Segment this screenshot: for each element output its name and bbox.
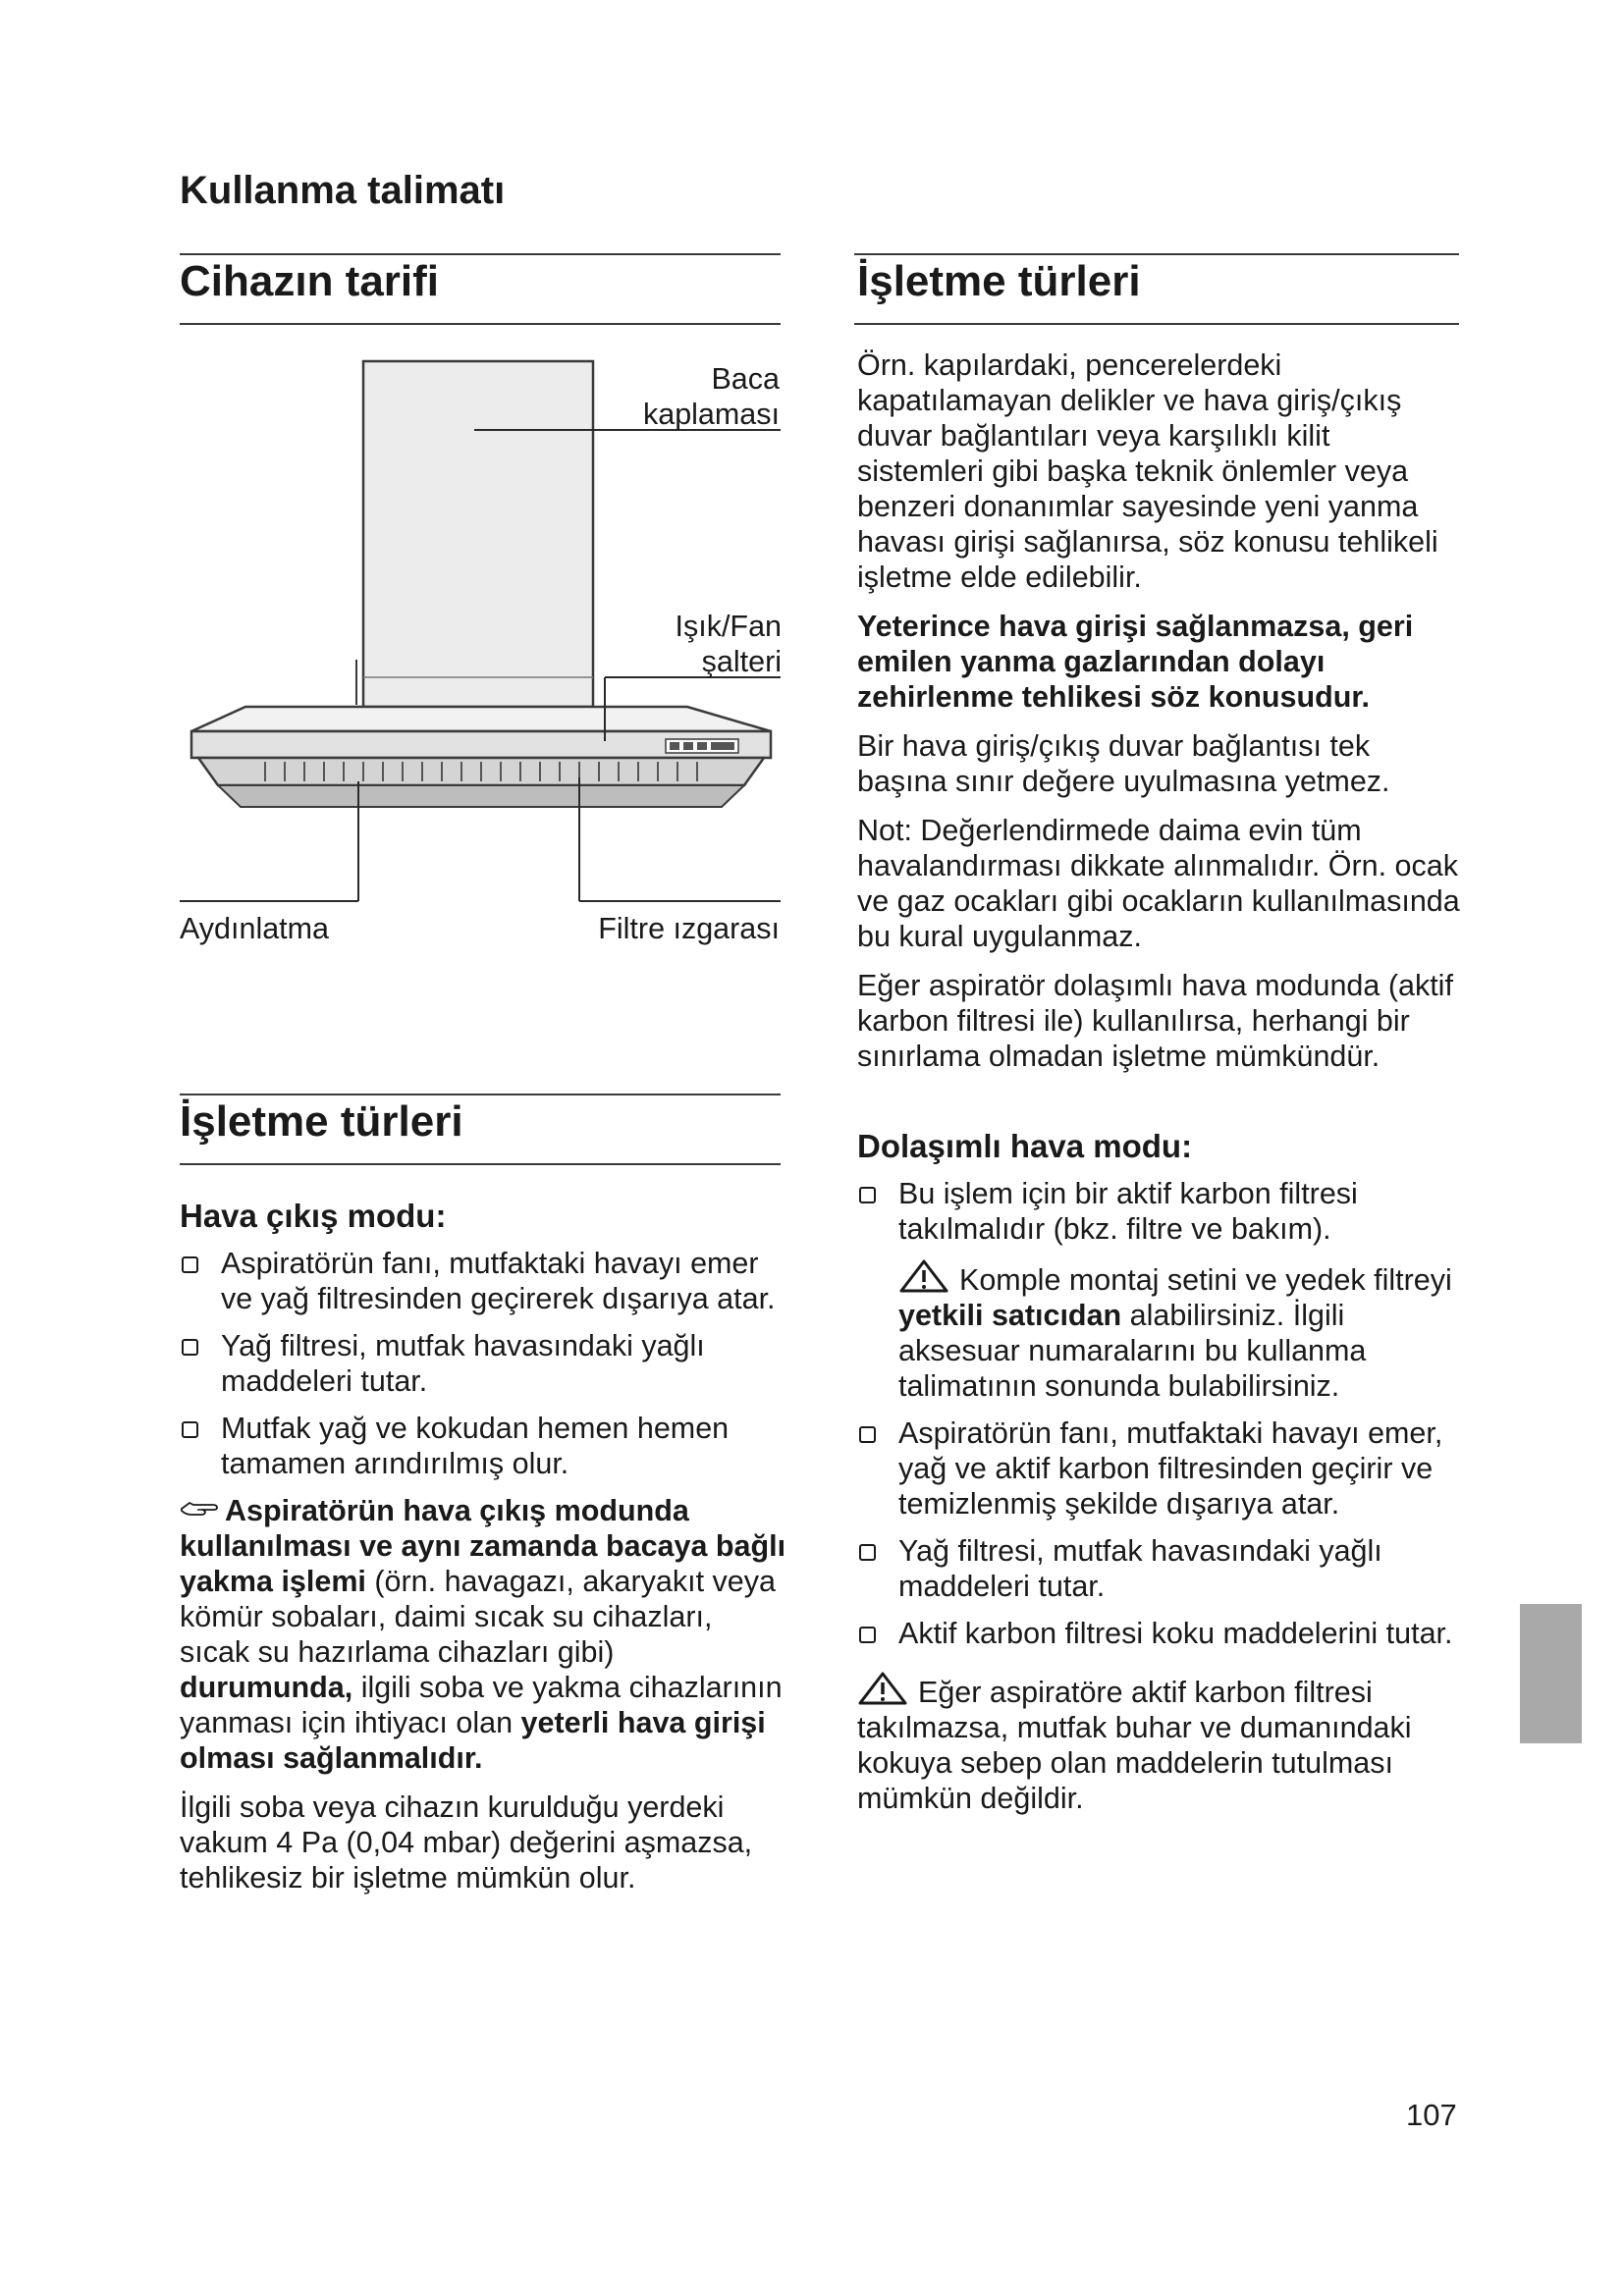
checkbox-icon <box>182 1421 198 1438</box>
list-item: Yağ filtresi, mutfak havasındaki yağlı maddeleri tutar. <box>180 1328 790 1399</box>
subtitle-hava-cikis-modu: Hava çıkış modu: <box>180 1198 447 1234</box>
label-filtre-izgarasi: Filtre ızgarası <box>598 912 780 945</box>
warning-triangle-icon <box>857 1671 908 1706</box>
checkbox-icon <box>859 1426 876 1443</box>
paragraph: Eğer aspiratör dolaşımlı hava modunda (aktif karbon filtresi ile) kullanılırsa, herhangi bir sınırlama olmadan işletme mümkündür. <box>857 969 1453 1073</box>
section-title-cihazin-tarifi: Cihazın tarifi <box>180 257 440 305</box>
section-title-isletme-turleri-left: İşletme türleri <box>180 1097 463 1146</box>
list-item: Aktif karbon filtresi koku maddelerini tutar. <box>857 1616 1464 1651</box>
label-isik-fan-salteri: Işık/Fan şalteri <box>675 610 782 678</box>
list-item: Bu işlem için bir aktif karbon filtresi takılmalıdır (bkz. filtre ve bakım). <box>857 1176 1464 1247</box>
page-title: Kullanma talimatı <box>180 169 506 212</box>
dolasimli-list-1 <box>857 1176 1464 1247</box>
dolasimli-list-2 <box>857 1415 1464 1651</box>
list-item: Yağ filtresi, mutfak havasındaki yağlı maddeleri tutar. <box>857 1533 1464 1604</box>
divider <box>180 253 781 255</box>
warning-paragraph-bold: Yeterince hava girişi sağlanmazsa, geri emilen yanma gazlarından dolayı zehirlenme tehlikesi söz konusudur. <box>857 610 1414 714</box>
hava-cikis-list <box>180 1246 790 1481</box>
thumb-index-tab <box>1520 1604 1582 1743</box>
warning-note-carbon-filter: Eğer aspiratöre aktif karbon filtresi takılmazsa, mutfak buhar ve dumanındaki kokuya sebep olan maddelerin tutulması mümkün değildir. <box>857 1671 1464 1816</box>
pointing-hand-icon <box>180 1497 219 1519</box>
divider <box>854 323 1459 325</box>
checkbox-icon <box>859 1627 876 1643</box>
list-item: Aspiratörün fanı, mutfaktaki havayı emer ve yağ filtresinden geçirerek dışarıya atar. <box>180 1246 790 1316</box>
divider <box>180 1163 781 1165</box>
divider <box>180 323 781 325</box>
hava-cikis-section <box>180 1199 790 1909</box>
paragraph-note: Not: Değerlendirmede daima evin tüm havalandırması dikkate alınmalıdır. Örn. ocak ve gaz ocakları gibi ocakların kullanılmasında bu kural uygulanmaz. <box>857 814 1460 953</box>
checkbox-icon <box>182 1339 198 1356</box>
list-item: Aspiratörün fanı, mutfaktaki havayı emer, yağ ve aktif karbon filtresinden geçirir ve temizlenmiş şekilde dışarıya atar. <box>857 1415 1464 1522</box>
subtitle-dolasimli-hava-modu: Dolaşımlı hava modu: <box>857 1128 1193 1164</box>
checkbox-icon <box>859 1544 876 1561</box>
warning-triangle-icon <box>898 1258 949 1294</box>
right-column-text <box>857 347 1464 1830</box>
checkbox-icon <box>859 1187 876 1203</box>
label-aydinlatma: Aydınlatma <box>180 912 330 945</box>
section-title-isletme-turleri-right: İşletme türleri <box>857 257 1141 305</box>
paragraph: Örn. kapılardaki, pencerelerdeki kapatılamayan delikler ve hava giriş/çıkış duvar bağlantıları veya karşılıklı kilit sistemleri gibi başka teknik önlemler veya benzeri donanımlar sayesinde yeni yanma havası girişi sağlanırsa, söz konusu tehlikeli işletme elde edilebilir. <box>857 348 1438 594</box>
label-baca-kaplamasi: Baca kaplaması <box>642 362 780 431</box>
warning-note-accessories: Komple montaj setini ve yedek filtreyi yetkili satıcıdan alabilirsiniz. İlgili aksesuar numaralarını bu kullanma talimatının sonunda bulabilirsiniz. <box>857 1258 1464 1404</box>
paragraph: Bir hava giriş/çıkış duvar bağlantısı tek başına sınır değere uyulmasına yetmez. <box>857 729 1390 798</box>
safety-note: Aspiratörün hava çıkış modunda kullanılması ve aynı zamanda bacaya bağlı yakma işlemi (örn. havagazı, akaryakıt veya kömür sobaları, daimi sıcak su cihazları, sıcak su hazırlama cihazları gibi) durumunda, ilgili soba ve yakma cihazlarının yanması için ihtiyacı olan yeterli hava girişi olması sağlanmalıdır. <box>180 1494 786 1775</box>
list-item: Mutfak yağ ve kokudan hemen hemen tamamen arındırılmış olur. <box>180 1411 790 1481</box>
divider <box>180 1094 781 1095</box>
checkbox-icon <box>182 1256 198 1273</box>
paragraph-vakum: İlgili soba veya cihazın kurulduğu yerdeki vakum 4 Pa (0,04 mbar) değerini aşmazsa, tehlikesiz bir işletme mümkün olur. <box>180 1790 753 1895</box>
divider <box>854 253 1459 255</box>
page-number: 107 <box>1406 2098 1457 2132</box>
